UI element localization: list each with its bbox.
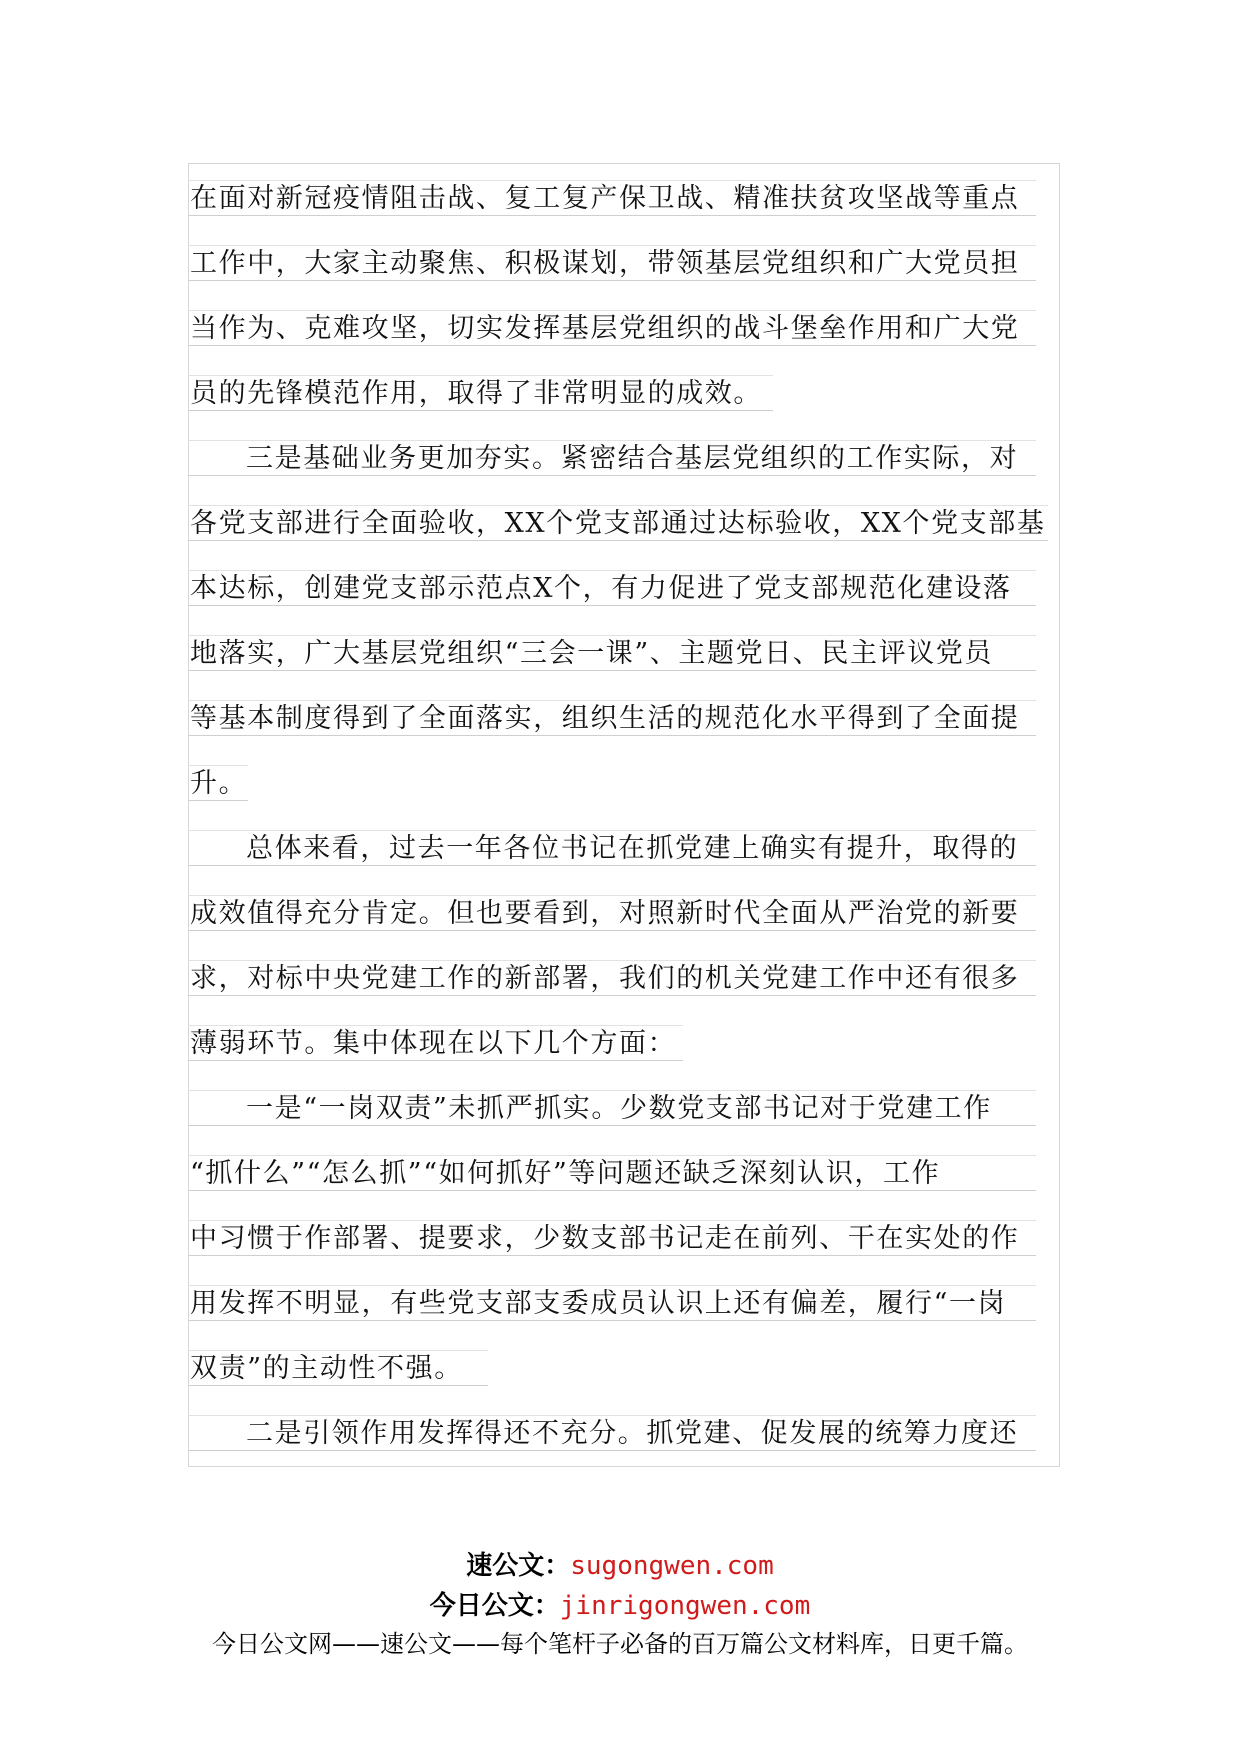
text-line-content: “抓什么”“怎么抓”“如何抓好”等问题还缺乏深刻认识，工作 <box>190 1158 941 1189</box>
footer-link-sugongwen[interactable]: sugongwen.com <box>570 1551 774 1581</box>
text-line-content: 在面对新冠疫情阻击战、复工复产保卫战、精准扶贫攻坚战等重点 <box>190 183 1020 214</box>
text-line <box>188 1415 1036 1451</box>
document-page-frame <box>188 163 1060 1467</box>
footer-sugongwen <box>0 1545 1240 1582</box>
text-line-content: 工作中，大家主动聚焦、积极谋划，带领基层党组织和广大党员担 <box>190 248 1020 279</box>
text-line <box>188 1155 1036 1191</box>
text-line-content: 二是引领作用发挥得还不充分。抓党建、促发展的统筹力度还 <box>246 1418 1019 1449</box>
text-line-content: 地落实，广大基层党组织“三会一课”、主题党日、民主评议党员 <box>190 638 994 669</box>
text-line <box>188 1350 488 1386</box>
footer-label: 今日公文： <box>429 1591 560 1621</box>
text-line-content: 升。 <box>190 768 248 799</box>
footer-slogan: 今日公文网——速公文——每个笔杆子必备的百万篇公文材料库，日更千篇。 <box>212 1630 1028 1658</box>
text-line <box>188 505 1048 541</box>
text-line-content: 三是基础业务更加夯实。紧密结合基层党组织的工作实际，对 <box>246 443 1019 474</box>
text-line-content: 求，对标中央党建工作的新部署，我们的机关党建工作中还有很多 <box>190 963 1020 994</box>
text-line-content: 总体来看，过去一年各位书记在抓党建上确实有提升，取得的 <box>246 833 1019 864</box>
text-line <box>188 1090 1036 1126</box>
text-line-content: 等基本制度得到了全面落实，组织生活的规范化水平得到了全面提 <box>190 703 1020 734</box>
text-line <box>188 635 1036 671</box>
text-line <box>188 895 1036 931</box>
text-line-content: 双责”的主动性不强。 <box>190 1353 463 1384</box>
text-line-content: 用发挥不明显，有些党支部支委成员认识上还有偏差，履行“一岗 <box>190 1288 1007 1319</box>
text-line-content: 当作为、克难攻坚，切实发挥基层党组织的战斗堡垒作用和广大党 <box>190 313 1020 344</box>
footer-jinrigongwen <box>0 1585 1240 1622</box>
footer-label: 速公文： <box>466 1551 571 1581</box>
text-line <box>188 700 1036 736</box>
text-line <box>188 1285 1036 1321</box>
text-line-content: 成效值得充分肯定。但也要看到，对照新时代全面从严治党的新要 <box>190 898 1020 929</box>
text-line <box>188 245 1036 281</box>
text-line <box>188 375 773 411</box>
text-line <box>188 440 1036 476</box>
text-line-content: 中习惯于作部署、提要求，少数支部书记走在前列、干在实处的作 <box>190 1223 1020 1254</box>
text-line-content: 一是“一岗双责”未抓严抓实。少数党支部书记对于党建工作 <box>246 1093 992 1124</box>
text-line <box>188 960 1036 996</box>
text-line-content: 薄弱环节。集中体现在以下几个方面： <box>190 1028 677 1059</box>
text-line <box>188 1220 1036 1256</box>
text-line <box>188 570 1036 606</box>
text-line-content: 各党支部进行全面验收，XX个党支部通过达标验收，XX个党支部基 <box>190 508 1046 539</box>
footer-link-jinrigongwen[interactable]: jinrigongwen.com <box>559 1591 811 1621</box>
text-line-content: 员的先锋模范作用，取得了非常明显的成效。 <box>190 378 762 409</box>
text-line-content: 本达标，创建党支部示范点X个，有力促进了党支部规范化建设落 <box>190 573 1012 604</box>
text-line <box>188 1025 683 1061</box>
text-line <box>188 765 248 801</box>
text-line <box>188 310 1036 346</box>
text-line <box>188 180 1036 216</box>
text-line <box>188 830 1036 866</box>
